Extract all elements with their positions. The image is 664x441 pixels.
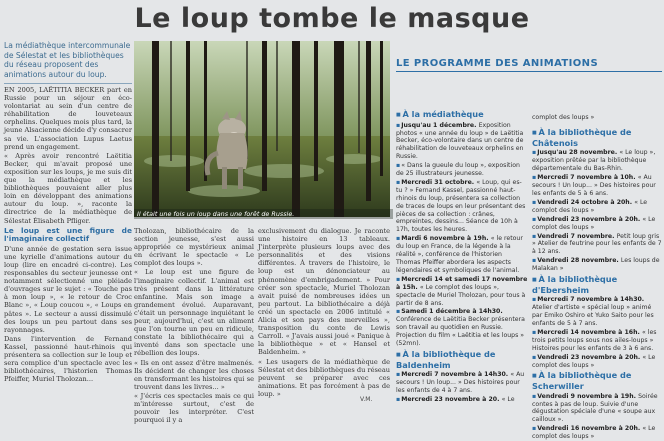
event-description: « Le complot des loups »	[532, 198, 648, 214]
programme-event	[532, 329, 662, 353]
event-description: « Au secours ! Un loup... » Des histoires pour les enfants de 4 à 7 ans.	[396, 371, 525, 394]
programme-event	[396, 179, 528, 234]
paragraph: « Les usagers de la médiathèque de Sélestat et des bibliothèques du réseau peuvent se préparer avec ces animations. Et pas forcément à pas de loup. »	[258, 357, 390, 398]
programme-event	[396, 122, 528, 162]
venue-heading: ■ À la médiathèque	[396, 110, 528, 121]
paragraph: complot des loups »	[532, 114, 595, 122]
event-date: Mardi 6 novembre à 19h.	[401, 235, 491, 243]
programme-event	[532, 149, 662, 173]
programme-event	[532, 174, 662, 198]
event-date: Vendredi 16 novembre à 20h.	[537, 425, 643, 433]
event-description: « les trois petits loups sous nos ailes-loups » Histoires pour les enfants de 3 à 6 ans.	[532, 328, 657, 352]
event-date: Vendredi 23 novembre à 20h.	[537, 215, 643, 223]
programme-event	[532, 393, 662, 425]
event-description: « Le complot des loups »	[532, 215, 656, 231]
paragraph: « J'écris ces spectacles mais ce qui m'intéresse surtout, c'est de pouvoir les interpréter. C'est pourquoi il y a	[134, 391, 254, 425]
event-description: « Le complot des loups », spectacle de Muriel Tholozan, pour tous à partir de 8 ans.	[396, 283, 526, 307]
article-column-1	[4, 86, 132, 406]
article-column-2	[134, 227, 254, 425]
event-date: Mercredi 7 novembre à 14h30.	[537, 296, 645, 304]
event-description: Atelier d'artiste « spécial loup » animé par Emiko Oshiro et Yuko Saito pour les enfants de 5 à 7 ans.	[532, 304, 654, 327]
programme-event	[396, 396, 528, 404]
event-date: Mercredi 23 novembre à 20.	[401, 395, 502, 403]
event-description: Soirée contes à pas de loup. Suivie d'une dégustation spéciale d'une « soupe aux cailloux ».	[532, 392, 658, 424]
photo-caption: Il était une fois un loup dans une forêt de Russie.	[134, 209, 393, 219]
event-date: Jusqu'au 28 novembre.	[537, 149, 620, 157]
event-description: « le retour du loup en France, de la légende à la réalité », conférence de l'historien Thomas Pfeiffer abordera les aspects légendaires et symboliques de l'animal.	[396, 235, 523, 274]
event-date: Mercredi 31 octobre.	[401, 178, 477, 186]
programme-column-1	[396, 108, 528, 406]
event-date: Samedi 1 décembre à 14h30.	[401, 308, 503, 316]
event-description: Exposition photos « une année du loup » de Laëtitia Becker, éco-volontaire dans un centre de réhabilitation de louveteaux orphelins en Russie.	[396, 121, 524, 161]
programme-event	[532, 296, 662, 328]
programme-event	[532, 199, 662, 215]
event-description: Les loups de Malakan »	[532, 257, 660, 273]
event-description: « Au secours ! Un loup... » Des histoires pour les enfants de 5 à 6 ans.	[532, 174, 656, 197]
paragraph: Dans l'intervention de Fernand Kassel, passionné haut-rhinois qui présentera sa collection sur le loup et sera complice d'un spectacle avec les bibliothécaires, l'historien Thomas Pfeiffer, Muriel Tholozan...	[4, 334, 132, 384]
event-description: « Loup, qui es-tu ? » Fernand Kassel, passionné haut-rhinois du loup, présentera sa collection de traces de loups en leur présentant des pièces de sa collection : crânes, empreintes, dessins... Séance de 10h à 17h, toutes les heures.	[396, 178, 526, 234]
wolf-photo	[134, 41, 390, 217]
event-description: Conférence de Laëtitia Becker présentera son travail au quotidien en Russie. Projection du film « Laëtitia et les loups » (52mn).	[396, 316, 525, 348]
programme-event	[532, 425, 662, 441]
paragraph: « Le loup est une figure de l'imaginaire collectif. L'animal est très présent dans la littérature enfantine. Mais son image a grandement évolué. Auparavant, c'était un personnage inquiétant le peur, aujourd'hui, c'est un aliment que l'on tourne un peu en ridicule, constate la bibliothécaire qui a inventé dans son spectacle une rébellion des loups.	[134, 268, 254, 358]
venue-heading: ■ À la bibliothèque de Châtenois	[532, 128, 662, 148]
venue-heading: ■ À la bibliothèque d'Ebersheim	[532, 275, 662, 295]
event-date: Vendredi 23 novembre à 20h.	[537, 353, 643, 361]
event-date: Vendredi 28 novembre.	[537, 257, 621, 265]
venue-heading: ■ À la bibliothèque de Scherwiller	[532, 371, 662, 391]
paragraph: « Ils en ont assez d'être malmenés. Ils décident de changer les choses en transformant les histoires qui se trouvent dans les livres... »	[134, 358, 254, 391]
event-date: Mercredi 7 novembre à 10h.	[537, 174, 638, 182]
paragraph: « Après avoir rencontré Laëtitia Becker, qui m'avait proposé une exposition sur les loups, je me suis dit que la médiathèque et les bibliothèques pouvaient aller plus loin en développant des animations autour du loup. », raconte la directrice de la médiathèque de Sélestat Élisabeth Pfliger.	[4, 151, 132, 225]
programme-event	[532, 257, 662, 273]
author-signature: V.M.	[360, 396, 373, 403]
programme-event	[396, 308, 528, 348]
event-date: Vendredi 7 novembre.	[537, 232, 617, 240]
event-date: Jusqu'au 1 décembre.	[401, 121, 479, 129]
forest-wolf-illustration	[134, 41, 390, 217]
paragraph: EN 2005, LAËTITIA BECKER part en Russie pour un séjour en éco-volontariat au sein d'un centre de réhabilitation de louveteaux orphelins. Quelques mois plus tard, la jeune Alsacienne décide d'y consacrer sa vie. L'association Lupus Laetus prend un engagement.	[4, 86, 132, 151]
subheading: Le loup est une figure de l'imaginaire collectif	[4, 225, 132, 244]
event-date: Vendredi 9 novembre à 19h.	[537, 392, 639, 400]
programme-event	[532, 354, 662, 370]
paragraph: D'une année de gestation sera issue une kyrielle d'animations autour du loup (lire en encadré ci-contre). Les responsables du secteur jeunesse ont notamment sélectionné une pléiade d'ouvrages sur le sujet : « Touche pas à mon loup », « le retour de Croc Blanc », « Loup coucou », « Loups en pâtes ». Le secteur a aussi dissimulé des loups un peu partout dans ses rayonnages.	[4, 244, 132, 334]
programme-title: LE PROGRAMME DES ANIMATIONS	[396, 58, 662, 72]
event-date: Vendredi 24 octobre à 20h.	[537, 198, 635, 206]
event-date: Mercredi 14 et samedi 17 novembre à 15h.	[396, 275, 528, 291]
event-description: « Le loup », exposition prêtée par la bibliothèque départementale du Bas-Rhin.	[532, 149, 656, 173]
programme-column-2	[532, 108, 662, 441]
programme-event	[532, 216, 662, 232]
article-column-3	[258, 227, 390, 406]
paragraph: Tholozan, bibliothécaire de la section jeunesse, s'est aussi appropriée ce mystérieux animal en écrivant le spectacle « Le complot des loups ».	[134, 227, 254, 268]
event-date: Mercredi 7 novembre à 14h30.	[401, 371, 511, 379]
event-description: Petit loup gris » Atelier de feutrine pour les enfants de 7 à 12 ans.	[532, 232, 662, 256]
headline: Le loup tombe le masque	[134, 3, 530, 34]
lead-paragraph: La médiathèque intercommunale de Sélestat et les bibliothèques du réseau proposent des animations autour du loup.	[4, 41, 132, 84]
venue-heading: ■ À la bibliothèque de Baldenheim	[396, 350, 528, 370]
event-description: « Le complot des loups »	[532, 353, 656, 369]
programme-event	[396, 276, 528, 308]
programme-event	[532, 233, 662, 257]
programme-event	[396, 162, 528, 178]
paragraph: exclusivement du dialogue. Je raconte une histoire en 13 tableaux. J'interprète plusieurs loups avec des personnalités et des visions différentes. À travers de l'histoire, le loup est un dénonciateur au phénomène d'embrigadement. » Pour créer son spectacle, Muriel Tholozan avait puisé de nombreuses idées un peu partout. La bibliothécaire a déjà créé un spectacle en 2006 intitulé « Alicia et son pays des merveilles », transposition du conte de Lewis Carroll. « J'avais aussi joué « Panique à la bibliothèque » et « Hansel et Baldenheim. »	[258, 227, 390, 357]
event-date: Mercredi 14 novembre à 16h.	[537, 328, 643, 336]
event-description: « Le	[501, 395, 515, 403]
event-description: « Le complot des loups »	[532, 425, 656, 441]
event-description: « Dans la gueule du loup », exposition de 25 illustrateurs jeunesse.	[396, 162, 520, 178]
programme-event	[396, 235, 528, 275]
programme-event	[396, 371, 528, 395]
